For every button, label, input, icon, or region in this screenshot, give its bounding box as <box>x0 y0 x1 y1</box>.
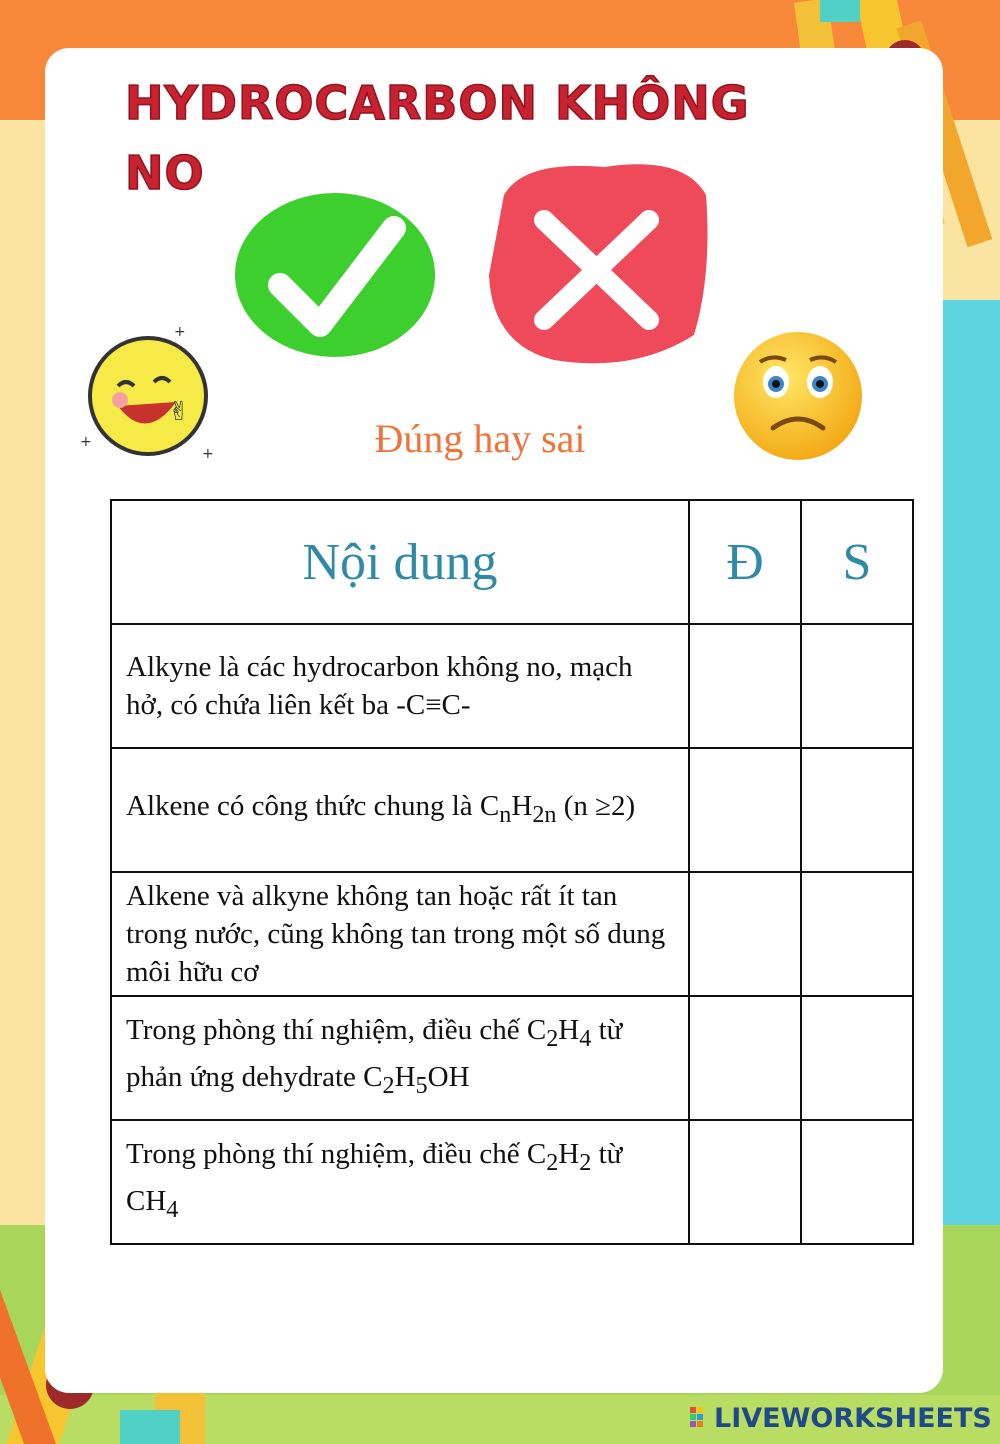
answer-false-cell[interactable] <box>801 1120 913 1244</box>
svg-text:+: + <box>80 434 92 450</box>
answer-true-cell[interactable] <box>689 748 801 872</box>
answer-true-cell[interactable] <box>689 872 801 996</box>
table-row <box>111 872 913 996</box>
header-true: Đ <box>689 500 801 624</box>
check-mark-icon <box>232 190 438 360</box>
brand-watermark <box>690 1402 992 1436</box>
answer-false-cell[interactable] <box>801 748 913 872</box>
table-row <box>111 748 913 872</box>
svg-text:+: + <box>202 446 214 462</box>
answer-true-cell[interactable] <box>689 1120 801 1244</box>
statement-text: Alkene có công thức chung là $C_nH_{2n}$ (n ≥2) <box>111 748 689 872</box>
header-false: S <box>801 500 913 624</box>
table-header-row <box>111 500 913 624</box>
answer-true-cell[interactable] <box>689 996 801 1120</box>
answer-false-cell[interactable] <box>801 996 913 1120</box>
page-title: HYDROCARBON KHÔNG NO <box>125 76 750 200</box>
happy-emoji-icon <box>70 318 220 468</box>
svg-text:✌: ✌ <box>168 397 190 427</box>
table-row <box>111 996 913 1120</box>
statement-text: Alkene và alkyne không tan hoặc rất ít tan trong nước, cũng không tan trong một số dung môi hữu cơ <box>111 872 689 996</box>
answer-false-cell[interactable] <box>801 624 913 748</box>
cross-mark-icon <box>484 155 712 375</box>
svg-text:+: + <box>174 324 186 340</box>
sad-emoji-icon <box>728 326 868 466</box>
subtitle: Đúng hay sai <box>374 416 586 461</box>
statement-text: Alkyne là các hydrocarbon không no, mạch hở, có chứa liên kết ba -C≡C- <box>111 624 689 748</box>
answer-false-cell[interactable] <box>801 872 913 996</box>
answer-true-cell[interactable] <box>689 624 801 748</box>
table-row <box>111 624 913 748</box>
statement-text: Trong phòng thí nghiệm, điều chế $C_2H_4$ từ phản ứng dehydrate $C_2H_5OH$ <box>111 996 689 1120</box>
table-row <box>111 1120 913 1244</box>
header-content: Nội dung <box>111 500 689 624</box>
quiz-table <box>110 499 914 1245</box>
liveworksheets-logo-icon <box>690 1407 710 1431</box>
brand-text: LIVEWORKSHEETS <box>714 1403 992 1434</box>
statement-text: Trong phòng thí nghiệm, điều chế $C_2H_2$ từ $CH_4$ <box>111 1120 689 1244</box>
